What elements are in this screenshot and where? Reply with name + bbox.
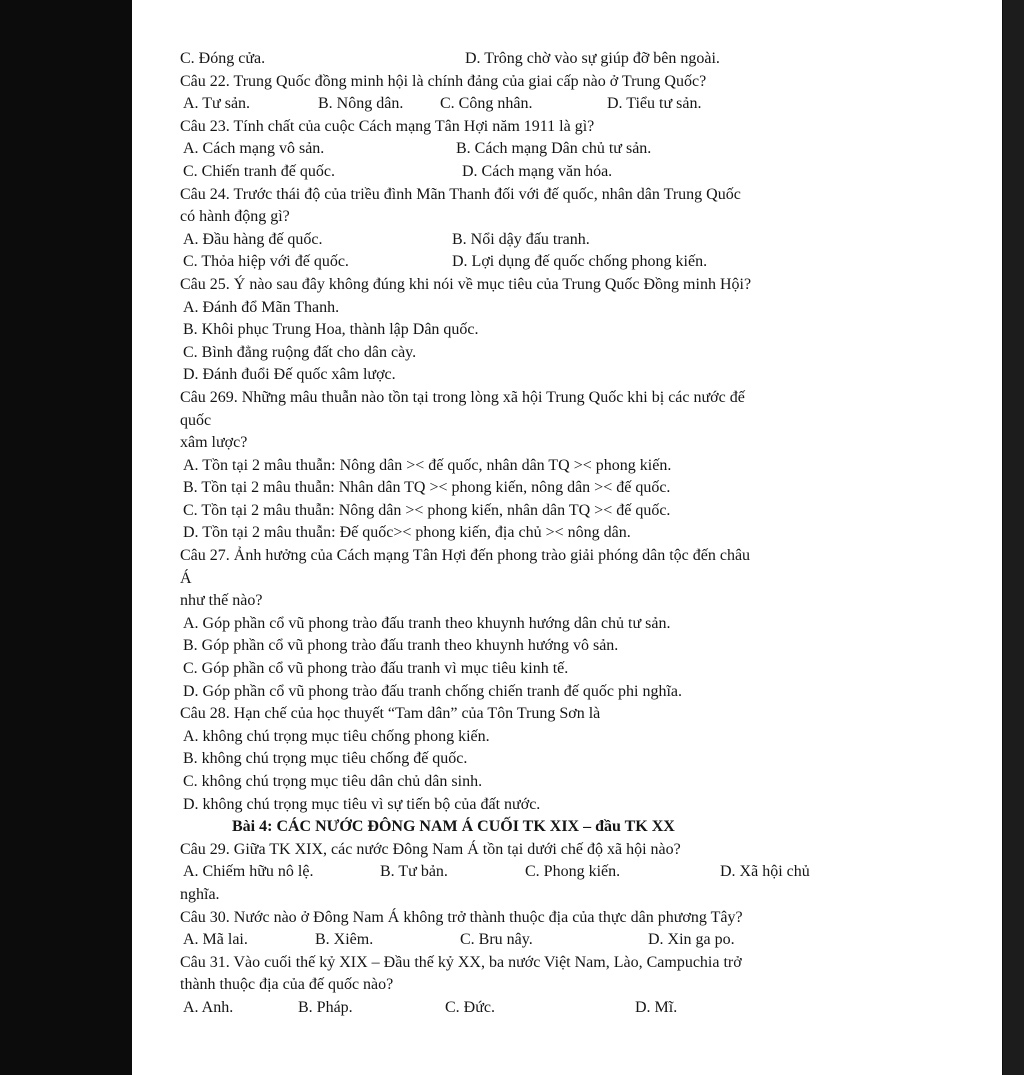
option-c: C. Góp phần cổ vũ phong trào đấu tranh vì mục tiêu kinh tế. xyxy=(183,660,569,678)
question-29: Câu 29. Giữa TK XIX, các nước Đông Nam Á tồn tại dưới chế độ xã hội nào? xyxy=(180,840,681,858)
document-content xyxy=(180,48,980,1020)
option-d: D. Trông chờ vào sự giúp đỡ bên ngoài. xyxy=(465,50,720,67)
question-269: Câu 269. Những mâu thuẫn nào tồn tại trong lòng xã hội Trung Quốc khi bị các nước đế xyxy=(180,388,745,406)
option-c: C. Công nhân. xyxy=(440,95,533,113)
option-a: A. Góp phần cổ vũ phong trào đấu tranh theo khuynh hướng dân chủ tư sản. xyxy=(183,614,671,632)
option-c: C. Đóng cửa. xyxy=(180,50,266,67)
option-b: B. Tồn tại 2 mâu thuẫn: Nhân dân TQ >< phong kiến, nông dân >< đế quốc. xyxy=(183,479,671,497)
document-page xyxy=(132,0,1002,1075)
options-row-q24-2 xyxy=(180,251,980,274)
option-a: A. Đánh đổ Mãn Thanh. xyxy=(183,298,340,316)
option-a: A. Đầu hàng đế quốc. xyxy=(183,230,323,248)
option-d: D. Lợi dụng đế quốc chống phong kiến. xyxy=(452,253,708,271)
option-a: A. không chú trọng mục tiêu chống phong kiến. xyxy=(183,727,490,745)
option-c: C. Bình đẳng ruộng đất cho dân cày. xyxy=(183,343,417,361)
options-row-q29-continued: nghĩa. xyxy=(180,885,220,903)
option-a: A. Mã lai. xyxy=(183,931,248,949)
option-d: D. Xã hội chủ xyxy=(720,863,810,881)
question-31: Câu 31. Vào cuối thế kỷ XIX – Đầu thế kỷ XX, ba nước Việt Nam, Lào, Campuchia trở xyxy=(180,953,742,971)
option-a: A. Cách mạng vô sản. xyxy=(183,140,325,158)
question-22: Câu 22. Trung Quốc đồng minh hội là chính đảng của giai cấp nào ở Trung Quốc? xyxy=(180,72,707,90)
option-b: B. Xiêm. xyxy=(315,931,374,949)
options-row-q24-1 xyxy=(180,229,980,252)
question-27: Câu 27. Ảnh hưởng của Cách mạng Tân Hợi đến phong trào giải phóng dân tộc đến châu xyxy=(180,547,751,565)
option-b: B. Cách mạng Dân chủ tư sản. xyxy=(456,140,652,158)
option-d: D. Đánh đuổi Đế quốc xâm lược. xyxy=(183,366,396,384)
option-c: C. Bru nây. xyxy=(460,931,533,949)
question-24-continued: có hành động gì? xyxy=(180,208,290,226)
question-269-continued-1: quốc xyxy=(180,411,212,429)
option-d: D. Tồn tại 2 mâu thuẫn: Đế quốc>< phong kiến, địa chủ >< nông dân. xyxy=(183,524,631,542)
options-row-q23-2 xyxy=(180,161,980,184)
options-row-q31 xyxy=(180,997,980,1020)
options-row-q30 xyxy=(180,929,980,952)
option-b: B. Nông dân. xyxy=(318,95,404,113)
question-27-continued-2: như thế nào? xyxy=(180,592,263,610)
option-a: A. Chiếm hữu nô lệ. xyxy=(183,863,314,881)
viewer-edge xyxy=(1003,0,1024,1075)
option-a: A. Tư sản. xyxy=(183,95,251,113)
question-31-continued: thành thuộc địa của đế quốc nào? xyxy=(180,976,394,994)
question-25: Câu 25. Ý nào sau đây không đúng khi nói về mục tiêu của Trung Quốc Đồng minh Hội? xyxy=(180,275,752,293)
option-c: C. Đức. xyxy=(445,998,495,1016)
option-b: B. Nổi dậy đấu tranh. xyxy=(452,230,590,248)
option-d: D. không chú trọng mục tiêu vì sự tiến bộ của đất nước. xyxy=(183,795,541,813)
options-row-q29 xyxy=(180,861,980,884)
question-28: Câu 28. Hạn chế của học thuyết “Tam dân” của Tôn Trung Sơn là xyxy=(180,705,601,723)
options-row-q23-1 xyxy=(180,138,980,161)
option-b: B. Góp phần cổ vũ phong trào đấu tranh theo khuynh hướng vô sản. xyxy=(183,637,619,655)
option-d: D. Góp phần cổ vũ phong trào đấu tranh chống chiến tranh đế quốc phi nghĩa. xyxy=(183,682,682,700)
question-24: Câu 24. Trước thái độ của triều đình Mãn Thanh đối với đế quốc, nhân dân Trung Quốc xyxy=(180,185,741,203)
option-d: D. Mĩ. xyxy=(635,998,678,1016)
question-27-continued-1: Á xyxy=(180,569,192,587)
option-c: C. Tồn tại 2 mâu thuẫn: Nông dân >< phong kiến, nhân dân TQ >< đế quốc. xyxy=(183,501,671,519)
option-a: A. Anh. xyxy=(183,998,234,1016)
option-b: B. Tư bản. xyxy=(380,863,448,881)
question-23: Câu 23. Tính chất của cuộc Cách mạng Tân Hợi năm 1911 là gì? xyxy=(180,117,595,135)
option-c: C. Chiến tranh đế quốc. xyxy=(183,162,335,180)
option-a: A. Tồn tại 2 mâu thuẫn: Nông dân >< đế quốc, nhân dân TQ >< phong kiến. xyxy=(183,456,672,474)
options-row-q22 xyxy=(180,93,980,116)
option-d: D. Cách mạng văn hóa. xyxy=(462,162,613,180)
option-b: B. Khôi phục Trung Hoa, thành lập Dân quốc. xyxy=(183,321,479,339)
option-c: C. không chú trọng mục tiêu dân chủ dân sinh. xyxy=(183,773,483,790)
option-c: C. Thỏa hiệp với đế quốc. xyxy=(183,253,349,271)
option-d: D. Tiểu tư sản. xyxy=(607,95,702,113)
option-c: C. Phong kiến. xyxy=(525,863,621,881)
question-30: Câu 30. Nước nào ở Đông Nam Á không trở thành thuộc địa của thực dân phương Tây? xyxy=(180,908,743,926)
question-269-continued-2: xâm lược? xyxy=(180,434,248,452)
option-d: D. Xin ga po. xyxy=(648,931,735,949)
options-row-q21 xyxy=(180,48,980,71)
section-heading: Bài 4: CÁC NƯỚC ĐÔNG NAM Á CUỐI TK XIX – đầu TK XX xyxy=(232,818,675,836)
option-b: B. không chú trọng mục tiêu chống đế quốc. xyxy=(183,750,468,768)
option-b: B. Pháp. xyxy=(298,998,353,1016)
